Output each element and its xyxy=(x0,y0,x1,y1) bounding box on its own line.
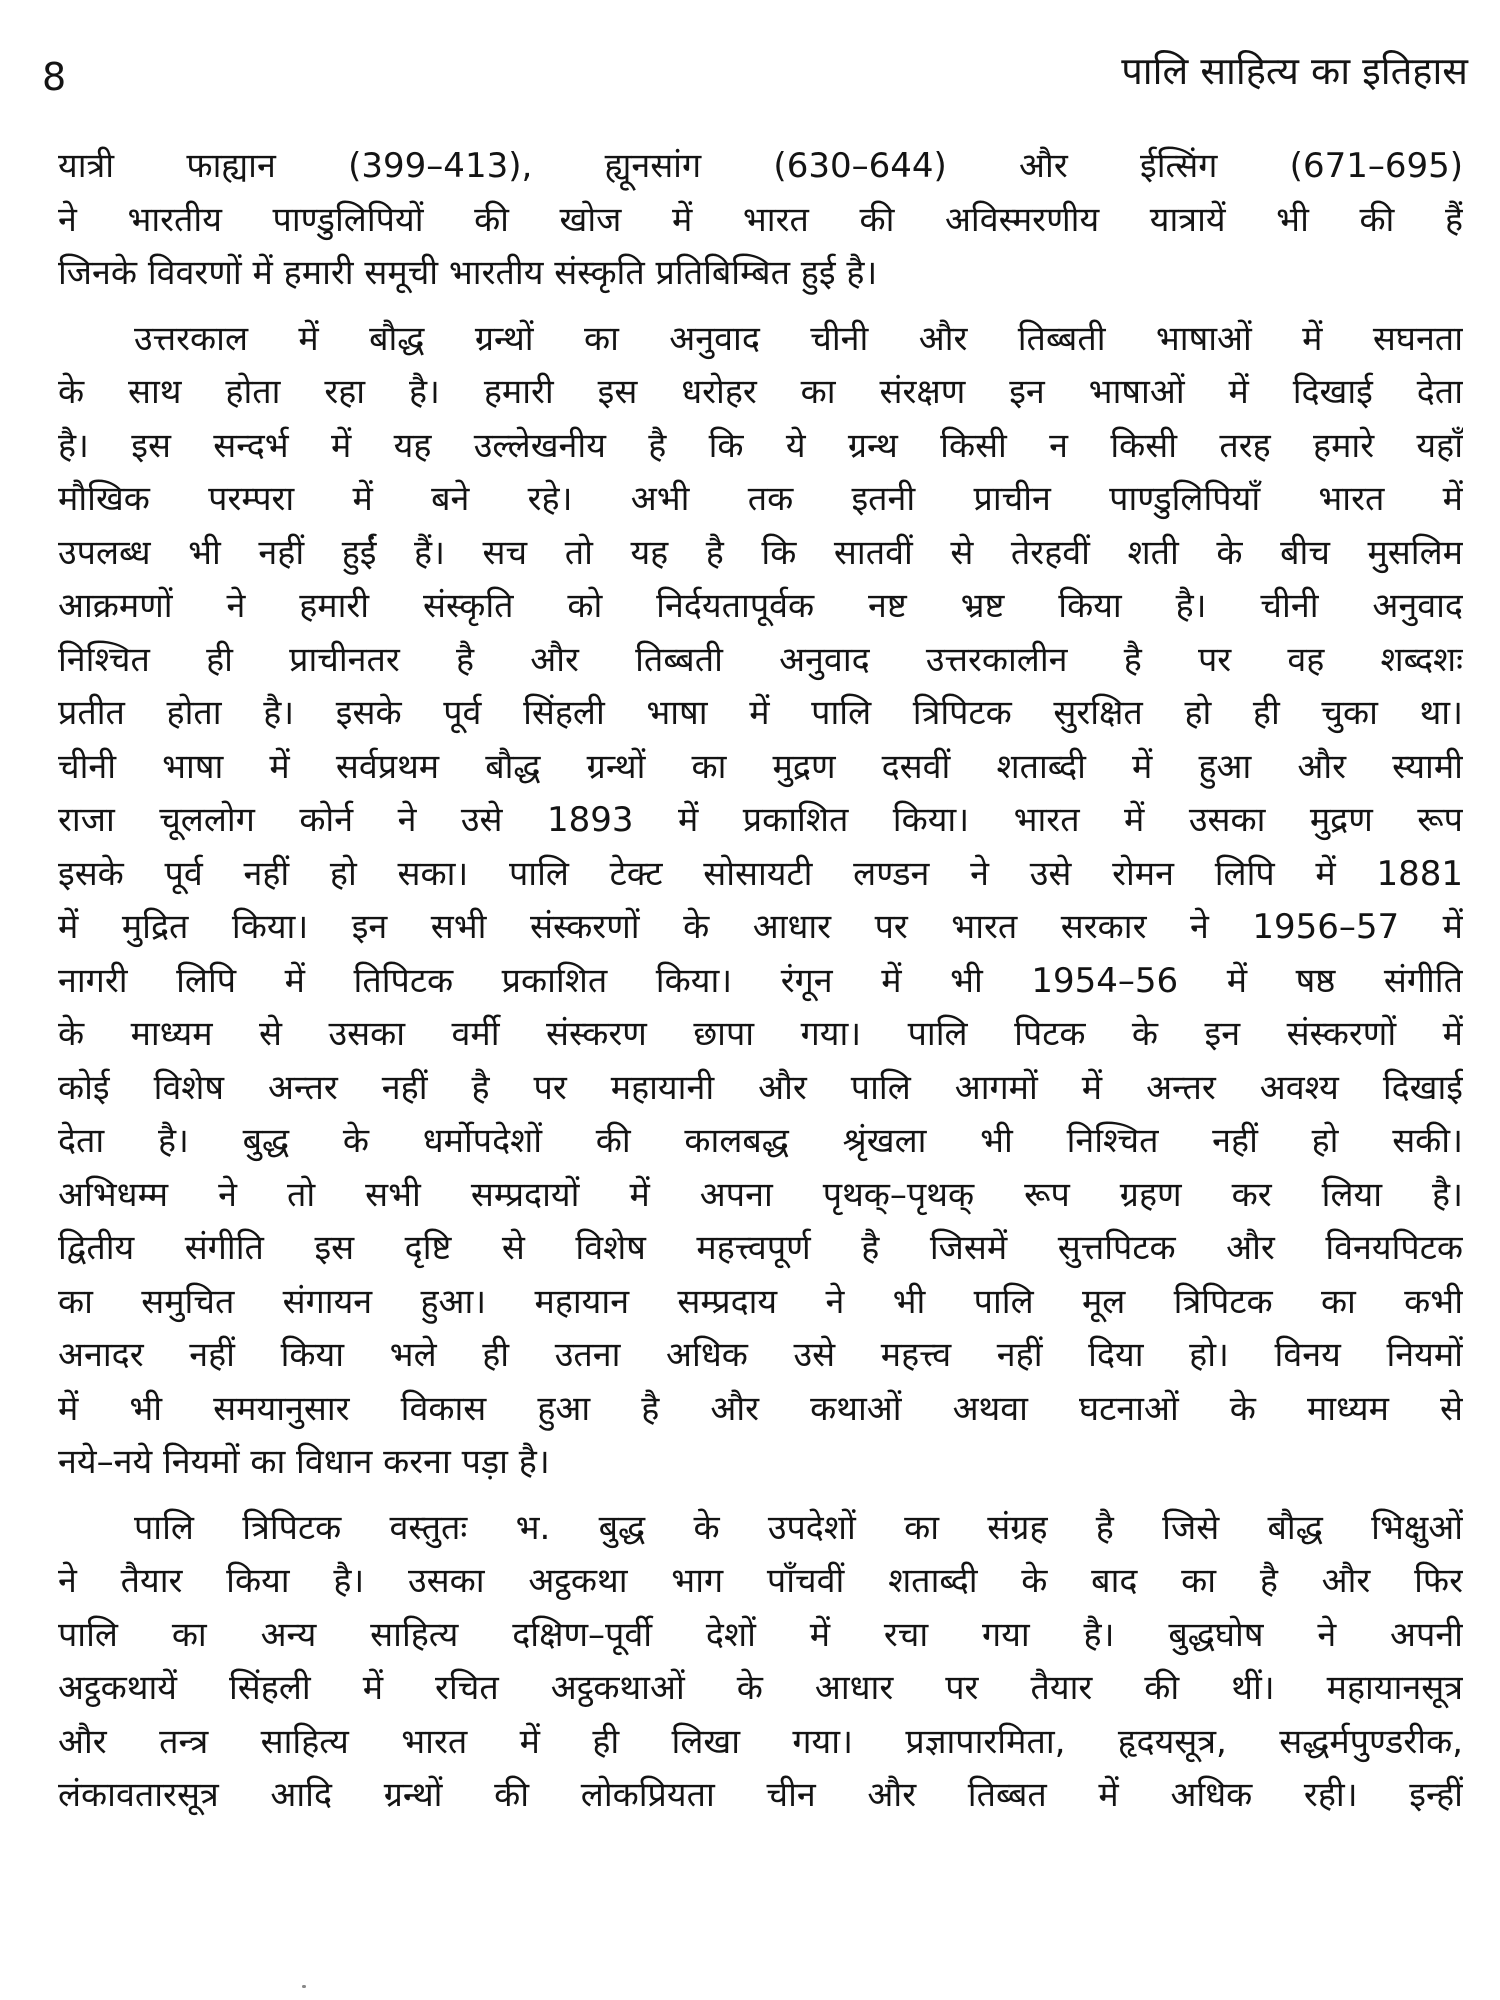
text-line: ने भारतीय पाण्डुलिपियों की खोज में भारत की अविस्मरणीय यात्रायें भी की हैं xyxy=(58,199,1463,240)
text-line: मौखिक परम्परा में बने रहे। अभी तक इतनी प्राचीन पाण्डुलिपियाँ भारत में xyxy=(58,479,1463,519)
text-line: के माध्यम से उसका वर्मी संस्करण छापा गया। पालि पिटक के इन संस्करणों में xyxy=(58,1014,1463,1054)
page-number: 8 xyxy=(42,55,67,99)
text-line: का समुचित संगायन हुआ। महायान सम्प्रदाय ने भी पालि मूल त्रिपिटक का कभी xyxy=(58,1281,1463,1322)
text-line: पालि का अन्य साहित्य दक्षिण–पूर्वी देशों में रचा गया है। बुद्धघोष ने अपनी xyxy=(58,1614,1463,1655)
text-line: पालि त्रिपिटक वस्तुतः भ. बुद्ध के उपदेशों का संग्रह है जिसे बौद्ध भिक्षुओं xyxy=(134,1507,1463,1548)
text-line: ने तैयार किया है। उसका अट्ठकथा भाग पाँचवीं शताब्दी के बाद का है और फिर xyxy=(58,1561,1463,1601)
text-line: अट्ठकथायें सिंहली में रचित अट्ठकथाओं के आधार पर तैयार की थीं। महायानसूत्र xyxy=(58,1668,1463,1708)
text-line: अनादर नहीं किया भले ही उतना अधिक उसे महत्त्व नहीं दिया हो। विनय नियमों xyxy=(58,1335,1463,1375)
text-line: आक्रमणों ने हमारी संस्कृति को निर्दयतापूर्वक नष्ट भ्रष्ट किया है। चीनी अनुवाद xyxy=(58,586,1463,626)
text-line: के साथ होता रहा है। हमारी इस धरोहर का संरक्षण इन भाषाओं में दिखाई देता xyxy=(58,372,1463,412)
paragraph-3 xyxy=(58,1502,1463,1823)
text-line: निश्चित ही प्राचीनतर है और तिब्बती अनुवाद उत्तरकालीन है पर वह शब्दशः xyxy=(58,639,1463,680)
text-line: चीनी भाषा में सर्वप्रथम बौद्ध ग्रन्थों का मुद्रण दसवीं शताब्दी में हुआ और स्यामी xyxy=(58,746,1463,787)
text-line: इसके पूर्व नहीं हो सका। पालि टेक्ट सोसायटी लण्डन ने उसे रोमन लिपि में 1881 xyxy=(58,853,1463,894)
running-title: पालि साहित्य का इतिहास xyxy=(1121,49,1468,93)
text-line: नागरी लिपि में तिपिटक प्रकाशित किया। रंगून में भी 1954–56 में षष्ठ संगीति xyxy=(58,960,1463,1001)
text-line: प्रतीत होता है। इसके पूर्व सिंहली भाषा में पालि त्रिपिटक सुरक्षित हो ही चुका था। xyxy=(58,693,1463,733)
text-line: राजा चूललोग कोर्न ने उसे 1893 में प्रकाशित किया। भारत में उसका मुद्रण रूप xyxy=(58,800,1463,840)
text-line: यात्री फाह्यान (399–413), ह्यूनसांग (630–644) और ईत्सिंग (671–695) xyxy=(58,146,1463,186)
text-line: कोई विशेष अन्तर नहीं है पर महायानी और पालि आगमों में अन्तर अवश्य दिखाई xyxy=(58,1067,1463,1108)
text-line: और तन्त्र साहित्य भारत में ही लिखा गया। प्रज्ञापारमिता, हृदयसूत्र, सद्धर्मपुण्डरीक, xyxy=(58,1721,1463,1762)
text-line: जिनके विवरणों में हमारी समूची भारतीय संस्कृति प्रतिबिम्बित हुई है। xyxy=(58,253,878,293)
text-line: उत्तरकाल में बौद्ध ग्रन्थों का अनुवाद चीनी और तिब्बती भाषाओं में सघनता xyxy=(134,318,1463,359)
text-line: उपलब्ध भी नहीं हुईं हैं। सच तो यह है कि सातवीं से तेरहवीं शती के बीच मुसलिम xyxy=(58,532,1463,573)
print-speck xyxy=(302,1985,306,1988)
text-line: लंकावतारसूत्र आदि ग्रन्थों की लोकप्रियता चीन और तिब्बत में अधिक रही। इन्हीं xyxy=(58,1775,1463,1815)
text-line: द्वितीय संगीति इस दृष्टि से विशेष महत्त्वपूर्ण है जिसमें सुत्तपिटक और विनयपिटक xyxy=(58,1228,1463,1268)
text-line: है। इस सन्दर्भ में यह उल्लेखनीय है कि ये ग्रन्थ किसी न किसी तरह हमारे यहाँ xyxy=(58,425,1463,466)
text-line: अभिधम्म ने तो सभी सम्प्रदायों में अपना पृथक्–पृथक् रूप ग्रहण कर लिया है। xyxy=(58,1174,1463,1215)
paragraph-1 xyxy=(58,140,1463,301)
paragraph-2 xyxy=(58,313,1463,1490)
text-line: में भी समयानुसार विकास हुआ है और कथाओं अथवा घटनाओं के माध्यम से xyxy=(58,1388,1463,1429)
text-line: नये–नये नियमों का विधान करना पड़ा है। xyxy=(58,1442,550,1482)
text-line: में मुद्रित किया। इन सभी संस्करणों के आधार पर भारत सरकार ने 1956–57 में xyxy=(58,907,1463,947)
body-text xyxy=(58,140,1463,1823)
text-line: देता है। बुद्ध के धर्मोपदेशों की कालबद्ध श्रृंखला भी निश्चित नहीं हो सकी। xyxy=(58,1121,1463,1161)
